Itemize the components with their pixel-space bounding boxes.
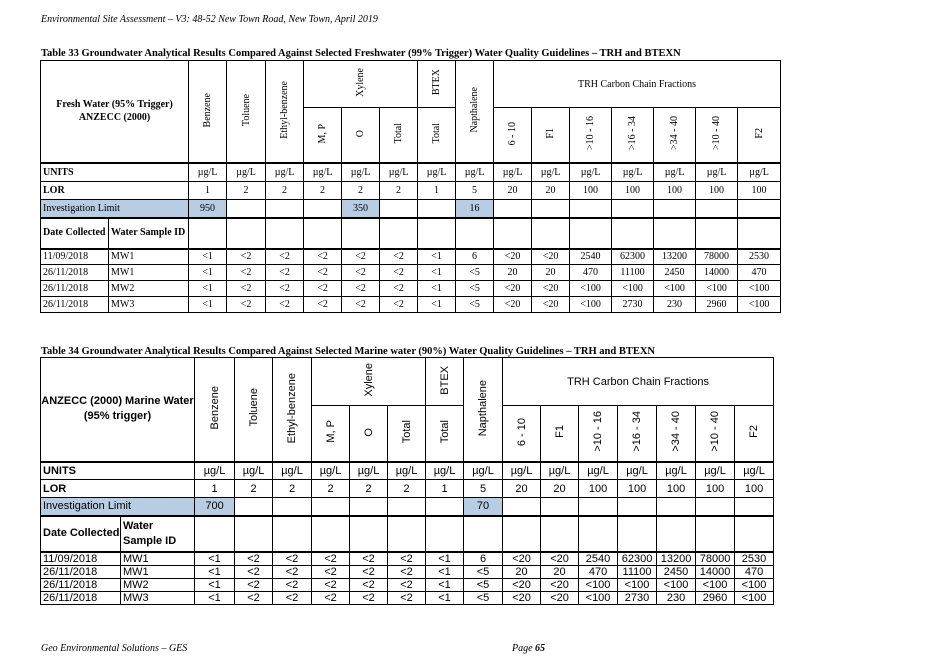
sample-id-cell: MW1	[109, 265, 189, 281]
result-cell: <2	[273, 591, 312, 604]
result-cell: 2530	[738, 249, 781, 265]
header-trh-6-10: 6 - 10	[515, 417, 528, 446]
header-napthalene: Napthalene	[469, 86, 481, 133]
header-trh-10-40: >10 - 40	[709, 411, 722, 453]
result-cell: <100	[738, 297, 781, 313]
result-cell: <2	[342, 265, 380, 281]
header-btex-total: Total	[438, 420, 451, 444]
document-header: Environmental Site Assessment – V3: 48-52 New Town Road, New Town, April 2019	[41, 14, 378, 25]
result-cell: 11100	[612, 265, 654, 281]
date-cell: 11/09/2018	[41, 552, 121, 566]
result-cell: <1	[426, 591, 464, 604]
result-cell: <2	[388, 591, 426, 604]
result-cell: <1	[189, 281, 227, 297]
header-trh-fractions: TRH Carbon Chain Fractions	[503, 358, 774, 406]
result-cell: <5	[456, 297, 494, 313]
result-cell: <20	[541, 578, 579, 591]
table-row	[41, 297, 781, 313]
result-cell: <2	[350, 591, 388, 604]
result-cell: <1	[189, 297, 227, 313]
result-cell: <2	[380, 249, 418, 265]
result-cell: <5	[464, 565, 503, 578]
result-cell: <20	[503, 578, 541, 591]
sample-id-cell: MW3	[121, 591, 195, 604]
investigation-limit-row	[41, 200, 781, 218]
header-ethylbenzene: Ethyl-benzene	[286, 372, 299, 443]
result-cell: <1	[189, 249, 227, 265]
result-cell: <2	[342, 249, 380, 265]
result-cell: <2	[312, 552, 350, 566]
sample-header-row	[41, 218, 781, 249]
result-cell: 2730	[618, 591, 657, 604]
result-cell: <100	[696, 578, 735, 591]
result-cell: <2	[388, 552, 426, 566]
result-cell: <100	[735, 578, 774, 591]
result-cell: <100	[657, 578, 696, 591]
inv-benzene: 700	[195, 498, 235, 516]
result-cell: <2	[312, 565, 350, 578]
result-cell: 2540	[570, 249, 612, 265]
result-cell: 14000	[696, 565, 735, 578]
result-cell: 2540	[579, 552, 618, 566]
table-row	[41, 281, 781, 297]
result-cell: <1	[418, 265, 456, 281]
header-btex: BTEX	[438, 365, 451, 395]
header-trh-10-40: >10 - 40	[711, 116, 723, 151]
table-row	[41, 249, 781, 265]
result-cell: <1	[426, 578, 464, 591]
result-cell: <2	[227, 281, 266, 297]
result-cell: 2450	[654, 265, 696, 281]
page-number	[512, 643, 545, 654]
result-cell: 230	[657, 591, 696, 604]
result-cell: 2450	[657, 565, 696, 578]
table-33-results	[41, 249, 781, 313]
table-row	[41, 565, 774, 578]
result-cell: <1	[195, 578, 235, 591]
result-cell: 6	[464, 552, 503, 566]
result-cell: <2	[304, 265, 342, 281]
result-cell: <2	[227, 297, 266, 313]
date-cell: 26/11/2018	[41, 265, 109, 281]
result-cell: <2	[388, 578, 426, 591]
sample-id-cell: MW1	[121, 552, 195, 566]
result-cell: <2	[235, 578, 273, 591]
date-cell: 26/11/2018	[41, 578, 121, 591]
result-cell: 20	[541, 565, 579, 578]
result-cell: <2	[312, 591, 350, 604]
result-cell: <100	[579, 591, 618, 604]
lor-label: LOR	[41, 480, 195, 498]
sample-id-cell: MW1	[109, 249, 189, 265]
sample-header-row	[41, 516, 774, 552]
result-cell: <2	[304, 281, 342, 297]
result-cell: <20	[532, 281, 570, 297]
result-cell: 62300	[618, 552, 657, 566]
guideline-title-cell: ANZECC (2000) Marine Water (95% trigger)	[41, 358, 195, 462]
result-cell: <2	[235, 565, 273, 578]
table-34	[40, 357, 774, 605]
result-cell: <2	[380, 265, 418, 281]
result-cell: <1	[189, 265, 227, 281]
result-cell: <2	[350, 552, 388, 566]
header-toluene: Toluene	[247, 388, 260, 428]
result-cell: <100	[738, 281, 781, 297]
header-btex-total: Total	[431, 123, 443, 144]
result-cell: <100	[735, 591, 774, 604]
header-xylene-o: O	[355, 130, 367, 138]
result-cell: <2	[388, 565, 426, 578]
header-trh-16-34: >16 - 34	[627, 116, 639, 151]
result-cell: <2	[266, 281, 304, 297]
date-cell: 26/11/2018	[41, 297, 109, 313]
date-cell: 11/09/2018	[41, 249, 109, 265]
sample-id-cell: MW2	[121, 578, 195, 591]
result-cell: <2	[227, 265, 266, 281]
header-benzene: Benzene	[202, 92, 214, 127]
header-trh-34-40: >34 - 40	[670, 411, 683, 453]
result-cell: <2	[227, 249, 266, 265]
result-cell: 470	[735, 565, 774, 578]
result-cell: <100	[612, 281, 654, 297]
result-cell: <2	[350, 578, 388, 591]
result-cell: <100	[618, 578, 657, 591]
result-cell: 6	[456, 249, 494, 265]
result-cell: <2	[350, 565, 388, 578]
result-cell: <100	[570, 297, 612, 313]
result-cell: 230	[654, 297, 696, 313]
result-cell: <2	[304, 297, 342, 313]
result-cell: 20	[503, 565, 541, 578]
table-34-caption: Table 34 Groundwater Analytical Results Compared Against Selected Marine water (90%) Water Quality Guidelines – TRH and BTEXN	[41, 346, 655, 357]
result-cell: 2530	[735, 552, 774, 566]
date-cell: 26/11/2018	[41, 565, 121, 578]
header-btex: BTEX	[431, 69, 443, 96]
date-cell: 26/11/2018	[41, 591, 121, 604]
sample-id-cell: MW2	[109, 281, 189, 297]
result-cell: 2960	[696, 591, 735, 604]
date-cell: 26/11/2018	[41, 281, 109, 297]
document-footer: Geo Environmental Solutions – GES	[41, 643, 188, 654]
result-cell: <2	[266, 297, 304, 313]
result-cell: <5	[456, 265, 494, 281]
header-trh-fractions: TRH Carbon Chain Fractions	[494, 61, 781, 108]
result-cell: <2	[273, 552, 312, 566]
inv-napthalene: 70	[464, 498, 503, 516]
header-trh-f2: F2	[753, 127, 765, 139]
result-cell: <20	[494, 249, 532, 265]
header-toluene: Toluene	[240, 93, 252, 126]
sample-id-cell: MW3	[109, 297, 189, 313]
result-cell: <5	[456, 281, 494, 297]
inv-benzene: 950	[189, 200, 227, 218]
header-trh-6-10: 6 - 10	[507, 121, 519, 145]
result-cell: 470	[570, 265, 612, 281]
result-cell: <20	[541, 552, 579, 566]
table-row	[41, 552, 774, 566]
inv-xylene-o: 350	[342, 200, 380, 218]
result-cell: 78000	[696, 552, 735, 566]
header-trh-f1: F1	[553, 425, 566, 439]
units-label: UNITS	[41, 462, 195, 480]
result-cell: 470	[738, 265, 781, 281]
result-cell: <2	[380, 281, 418, 297]
investigation-limit-label: Investigation Limit	[41, 498, 195, 516]
result-cell: <5	[464, 578, 503, 591]
result-cell: <20	[541, 591, 579, 604]
result-cell: 13200	[654, 249, 696, 265]
header-xylene-total: Total	[393, 123, 405, 144]
result-cell: <2	[342, 281, 380, 297]
table-row	[41, 265, 781, 281]
result-cell: <2	[273, 578, 312, 591]
result-cell: <20	[503, 591, 541, 604]
result-cell: <20	[494, 297, 532, 313]
result-cell: 14000	[696, 265, 738, 281]
result-cell: <2	[342, 297, 380, 313]
header-xylene-mp: M, P	[317, 123, 329, 143]
lor-label: LOR	[41, 182, 189, 200]
result-cell: <1	[195, 591, 235, 604]
result-cell: <2	[312, 578, 350, 591]
table-row	[41, 578, 774, 591]
result-cell: <2	[304, 249, 342, 265]
header-trh-10-16: >10 - 16	[592, 411, 605, 453]
units-row: UNITS µg/L µg/L µg/L µg/L µg/L µg/L µg/L µg/L µg/L µg/L µg/L µg/L µg/L µg/L µg/L	[41, 163, 781, 182]
result-cell: <2	[380, 297, 418, 313]
result-cell: 62300	[612, 249, 654, 265]
result-cell: 20	[532, 265, 570, 281]
result-cell: <2	[266, 265, 304, 281]
inv-napthalene: 16	[456, 200, 494, 218]
result-cell: 78000	[696, 249, 738, 265]
result-cell: 2730	[612, 297, 654, 313]
header-trh-10-16: >10 - 16	[585, 116, 597, 151]
header-xylene: Xylene	[362, 363, 375, 397]
result-cell: <1	[195, 565, 235, 578]
result-cell: <100	[696, 281, 738, 297]
date-collected-header: Date Collected	[41, 218, 109, 249]
units-label: UNITS	[41, 163, 189, 182]
page-label: Page	[512, 643, 533, 654]
header-trh-f2: F2	[748, 425, 761, 439]
result-cell: <20	[532, 249, 570, 265]
header-xylene-mp: M, P	[324, 420, 337, 444]
result-cell: <100	[570, 281, 612, 297]
table-row	[41, 591, 774, 604]
result-cell: <1	[195, 552, 235, 566]
result-cell: <5	[464, 591, 503, 604]
result-cell: 13200	[657, 552, 696, 566]
header-trh-34-40: >34 - 40	[669, 116, 681, 151]
result-cell: <1	[426, 565, 464, 578]
result-cell: 2960	[696, 297, 738, 313]
investigation-limit-label: Investigation Limit	[41, 200, 189, 218]
table-33-caption: Table 33 Groundwater Analytical Results Compared Against Selected Freshwater (99% Trigger) Water Quality Guidelines – TRH and BTEXN	[41, 48, 681, 59]
date-collected-header: Date Collected	[41, 516, 121, 552]
header-xylene-total: Total	[400, 420, 413, 444]
page-number-value: 65	[535, 643, 546, 654]
result-cell: 11100	[618, 565, 657, 578]
header-xylene: Xylene	[355, 68, 367, 97]
header-xylene-o: O	[362, 427, 375, 437]
result-cell: 470	[579, 565, 618, 578]
result-cell: <1	[418, 297, 456, 313]
table-33	[40, 60, 781, 313]
result-cell: <100	[654, 281, 696, 297]
table-34-results	[41, 552, 774, 605]
units-row: UNITS µg/L µg/L µg/L µg/L µg/L µg/L µg/L µg/L µg/L µg/L µg/L µg/L µg/L µg/L µg/L	[41, 462, 774, 480]
result-cell: <2	[273, 565, 312, 578]
header-trh-16-34: >16 - 34	[631, 411, 644, 453]
result-cell: <100	[579, 578, 618, 591]
result-cell: <20	[494, 281, 532, 297]
header-trh-f1: F1	[545, 127, 557, 139]
result-cell: <20	[503, 552, 541, 566]
guideline-title-cell: Fresh Water (95% Trigger) ANZECC (2000)	[41, 61, 189, 163]
lor-row: LOR 1 2 2 2 2 2 1 5 20 20 100 100 100 100 100	[41, 480, 774, 498]
header-benzene: Benzene	[208, 386, 221, 430]
result-cell: <2	[266, 249, 304, 265]
header-ethylbenzene: Ethyl-benzene	[279, 80, 291, 139]
water-sample-id-header: Water Sample ID	[109, 218, 189, 249]
sample-id-cell: MW1	[121, 565, 195, 578]
result-cell: <1	[426, 552, 464, 566]
water-sample-id-header: Water Sample ID	[121, 516, 195, 552]
result-cell: <2	[235, 591, 273, 604]
result-cell: <1	[418, 281, 456, 297]
result-cell: 20	[494, 265, 532, 281]
result-cell: <1	[418, 249, 456, 265]
investigation-limit-row	[41, 498, 774, 516]
lor-row: LOR 1 2 2 2 2 2 1 5 20 20 100 100 100 100 100	[41, 182, 781, 200]
header-napthalene: Napthalene	[477, 379, 490, 436]
result-cell: <20	[532, 297, 570, 313]
result-cell: <2	[235, 552, 273, 566]
